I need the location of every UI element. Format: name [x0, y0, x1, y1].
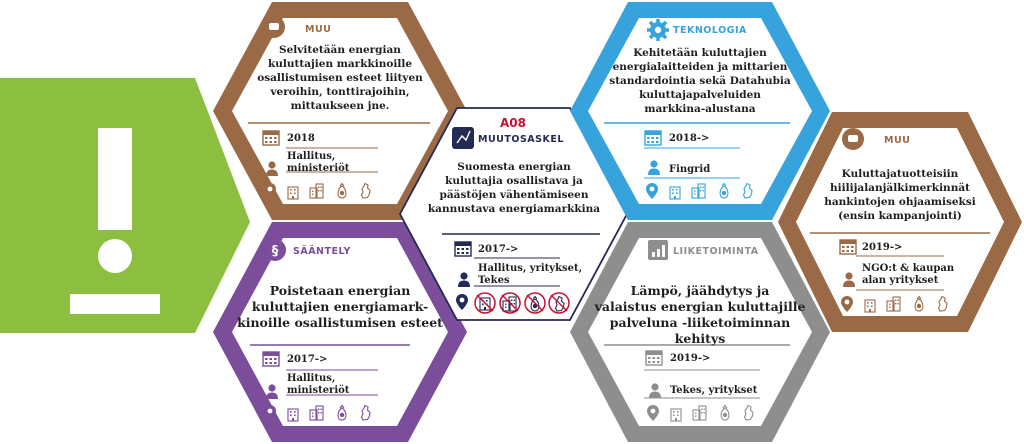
text-line: Selvitetään energian: [279, 44, 401, 56]
text-line: Poistetaan energian: [269, 283, 411, 298]
actor-line: Hallitus,: [287, 151, 336, 162]
actor-line: Hallitus,: [287, 373, 336, 384]
liiketoiminta-category-label: LIIKETOIMINTA: [673, 246, 759, 257]
actor-label: [287, 373, 349, 397]
text-line: Lämpö, jäähdytys ja: [630, 283, 770, 298]
text-line: palveluna -liiketoiminnan kehitys: [609, 315, 791, 346]
paragraph-icon: §: [271, 244, 279, 259]
actor-line: NGO:t & kaupan: [862, 263, 955, 274]
central-category-label: MUUTOSASKEL: [478, 134, 564, 145]
saantely-card-text: [232, 283, 448, 331]
year-label: 2017->: [478, 244, 519, 255]
actor-line: Hallitus, yritykset,: [478, 263, 583, 274]
calendar-icon: [646, 351, 662, 365]
muu-category-label: MUU: [305, 24, 332, 35]
actor-line: Tekes: [478, 275, 510, 286]
text-line: Suomesta energian: [457, 161, 571, 173]
text-line: energialaitteiden ja mittarien: [612, 61, 788, 73]
action-code: A08: [500, 116, 526, 130]
actor-line: ministeriöt: [287, 163, 350, 174]
text-line: standardointia sekä Datahubia: [609, 75, 791, 87]
text-line: Kehitetään kuluttajien: [633, 47, 767, 59]
actor-label: [478, 263, 582, 287]
actor-line: Tekes, yritykset: [670, 385, 758, 396]
teknologia-category-label: TEKNOLOGIA: [673, 25, 747, 36]
actor-label: [669, 164, 710, 176]
text-line: hankintojen ohjaamiseksi: [824, 196, 976, 208]
muu-card-text: [240, 43, 440, 113]
year-label: 2019->: [862, 242, 903, 253]
text-line: mittaukseen jne.: [290, 100, 390, 112]
text-line: kuluttajien markkinoille: [267, 58, 413, 70]
text-line: kuluttajapalveluiden: [639, 89, 761, 101]
actor-line: Fingrid: [669, 164, 711, 175]
central-card-text: [418, 160, 610, 216]
text-line: osallistumisen esteet liityen: [257, 72, 423, 84]
actor-label: [862, 263, 954, 287]
text-line: veroihin, tonttirajoihin,: [270, 86, 410, 98]
saantely-category-label: SÄÄNTELY: [293, 246, 351, 257]
text-line: kuluttajia osallistava ja: [445, 175, 583, 187]
calendar-icon: [263, 352, 279, 366]
actor-line: ministeriöt: [287, 385, 350, 396]
text-line: (ensin kampanjointi): [838, 210, 962, 222]
calendar-icon: [840, 240, 856, 254]
text-line: kuluttajien energiamark-: [251, 299, 429, 314]
actor-line: alan yritykset: [862, 275, 939, 286]
liiketoiminta-card-text: [592, 283, 808, 347]
text-line: päästöjen vähentämiseen: [439, 189, 589, 201]
text-line: markkina-alustana: [644, 103, 756, 115]
teknologia-card-text: [600, 46, 800, 116]
muu-card-text: [806, 167, 994, 223]
tag-icon: [848, 135, 858, 142]
year-label: 2018->: [669, 133, 710, 144]
calendar-icon: [645, 131, 661, 145]
text-line: kannustava energiamarkkina: [427, 203, 601, 215]
tag-icon: [269, 23, 279, 30]
actor-label: [287, 151, 349, 175]
text-line: valaistus energian kuluttajille: [594, 299, 806, 314]
actor-label: [670, 385, 757, 397]
year-label: 2019->: [670, 353, 711, 364]
gear-icon: [647, 19, 669, 41]
text-line: kinoille osallistumisen esteet: [237, 315, 443, 330]
text-line: Kuluttajatuotteisiin: [841, 168, 959, 180]
muu-category-label: MUU: [884, 135, 911, 146]
year-label: 2017->: [287, 354, 328, 365]
calendar-icon: [263, 131, 279, 145]
year-label: 2018: [287, 133, 315, 144]
calendar-icon: [455, 242, 471, 256]
text-line: hiilijalanjälkimerkinnät: [830, 182, 970, 194]
